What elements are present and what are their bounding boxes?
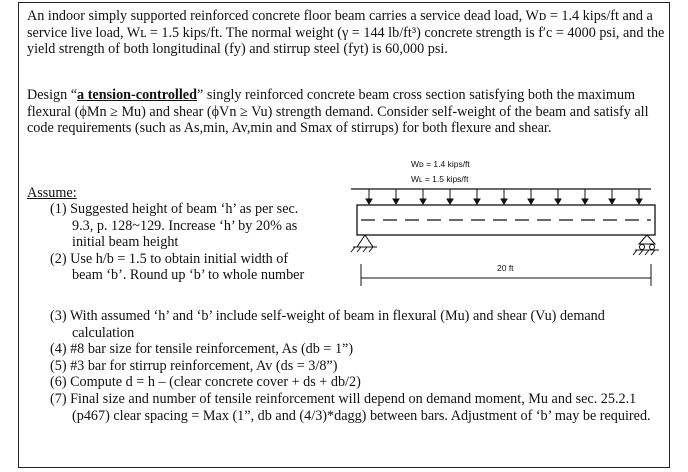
live-load-label: Wʟ = 1.5 kips/ft bbox=[411, 174, 469, 184]
design-pre: Design “ bbox=[27, 87, 78, 103]
design-requirement bbox=[27, 87, 667, 137]
assume-item-3: (3) With assumed ‘h’ and ‘b’ include self-weight of beam in flexural (Mu) and shear (Vu) demand calculation bbox=[50, 308, 605, 341]
design-post: ” singly reinforced concrete beam cross section satisfying both the maximum flexural (ϕMn ≥ Mu) and shear (ϕVn ≥ Vu) strength demand. Consider self-weight of the beam and satisfy all code requirements (such as As,min, Av,min and Smax of stirrups) for both flexure and shear. bbox=[27, 87, 649, 137]
assume-item-6: (6) Compute d = h – (clear concrete cover + ds + db/2) bbox=[50, 374, 361, 391]
assume-item-5: (5) #3 bar for stirrup reinforcement, Av (ds = 3/8”) bbox=[50, 357, 338, 374]
pin-support-left bbox=[351, 235, 377, 252]
assume-item-2: (2) Use h/b = 1.5 to obtain initial width of beam ‘b’. Round up ‘b’ to whole number bbox=[50, 250, 305, 284]
assume-item-1: (1) Suggested height of beam ‘h’ as per sec. 9.3, p. 128~129. Increase ‘h’ by 20% as initial beam height bbox=[50, 201, 299, 251]
assume-item-7: (7) Final size and number of tensile reinforcement will depend on demand moment, Mu and sec. 25.2.1 (p467) clear spacing = Max (1”, db and (4/3)*dagg) between bars. Adjustment of ‘b’ may be required. bbox=[50, 390, 651, 424]
tension-controlled-emphasis: a tension-controlled bbox=[77, 87, 197, 103]
load-arrows bbox=[366, 189, 642, 204]
assume-item-4: (4) #8 bar size for tensile reinforcement, As (db = 1”) bbox=[50, 341, 354, 358]
assume-heading: Assume: bbox=[27, 185, 77, 201]
span-label: 20 ft bbox=[497, 263, 514, 273]
beam-diagram bbox=[321, 154, 671, 294]
problem-statement: An indoor simply supported reinforced concrete floor beam carries a service dead load, Wᴅ = 1.4 kips/ft and a service live load, Wʟ = 1.5 kips/ft. The normal weight (γ = 144 lb/ft³) concrete strength is f′c = 4000 psi, and the yield strength of both longitudinal (fy) and stirrup steel (fyt) is 60,000 psi. bbox=[27, 8, 665, 58]
dead-load-label: Wᴅ = 1.4 kips/ft bbox=[411, 159, 470, 169]
assume-list-bottom bbox=[50, 308, 670, 424]
problem-frame bbox=[18, 2, 670, 468]
distributed-load bbox=[351, 189, 651, 204]
roller-support-right bbox=[633, 235, 659, 255]
assume-list-top bbox=[50, 201, 320, 284]
